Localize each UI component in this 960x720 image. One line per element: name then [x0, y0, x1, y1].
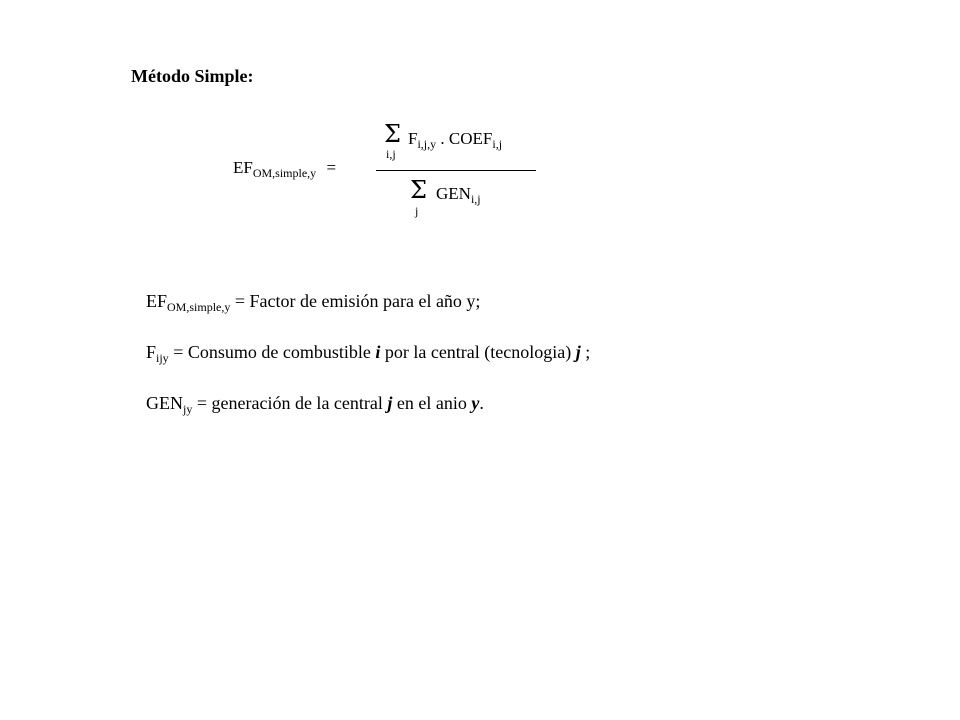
numerator-f-subscript: i,j,y — [417, 137, 437, 151]
numerator-dot: . — [440, 129, 445, 148]
definition-gen-var-y: y — [471, 393, 480, 413]
definition-gen-text-before: = generación de la central — [192, 393, 388, 413]
definition-f-text-middle: por la central (tecnologia) — [380, 342, 576, 362]
definition-gen-text-middle: en el anio — [392, 393, 472, 413]
denominator-sigma-icon: Σ — [410, 176, 427, 204]
formula-lhs — [233, 158, 336, 179]
page-title: Método Simple: — [131, 66, 254, 86]
numerator-sum-index: i,j — [386, 147, 396, 161]
definition-f — [146, 341, 590, 365]
definition-f-text-after: ; — [580, 342, 591, 362]
formula-lhs-subscript: OM,simple,y — [252, 166, 317, 180]
definition-ef-subscript: OM,simple,y — [167, 300, 231, 314]
numerator-coef-symbol: COEF — [448, 129, 493, 148]
definition-gen-subscript: jy — [183, 402, 193, 416]
definition-gen-var-j: j — [387, 393, 393, 413]
fraction-line — [376, 170, 536, 171]
definition-f-subscript: ijy — [156, 351, 169, 365]
numerator-f-symbol: F — [408, 129, 418, 148]
denominator-gen-subscript: i,j — [470, 192, 481, 206]
definition-ef-symbol: EF — [146, 291, 168, 311]
definition-f-var-i: i — [375, 342, 381, 362]
definition-ef-text: = Factor de emisión para el año y; — [230, 291, 481, 311]
denominator-sum-index: j — [415, 204, 419, 218]
numerator-expression — [408, 129, 502, 150]
definition-f-symbol: F — [146, 342, 157, 362]
definition-gen-symbol: GEN — [146, 393, 183, 413]
denominator-gen-symbol: GEN — [436, 184, 471, 203]
definition-f-var-j: j — [575, 342, 581, 362]
definition-f-text-before: = Consumo de combustible — [168, 342, 376, 362]
numerator-coef-subscript: i,j — [492, 137, 503, 151]
definition-ef — [146, 290, 480, 314]
definition-gen-text-after: . — [479, 393, 484, 413]
definition-gen — [146, 392, 484, 416]
denominator-expression — [436, 184, 481, 205]
formula-lhs-symbol: EF — [233, 158, 253, 177]
numerator-sigma-icon: Σ — [384, 120, 401, 148]
formula-equals: = — [326, 158, 337, 177]
